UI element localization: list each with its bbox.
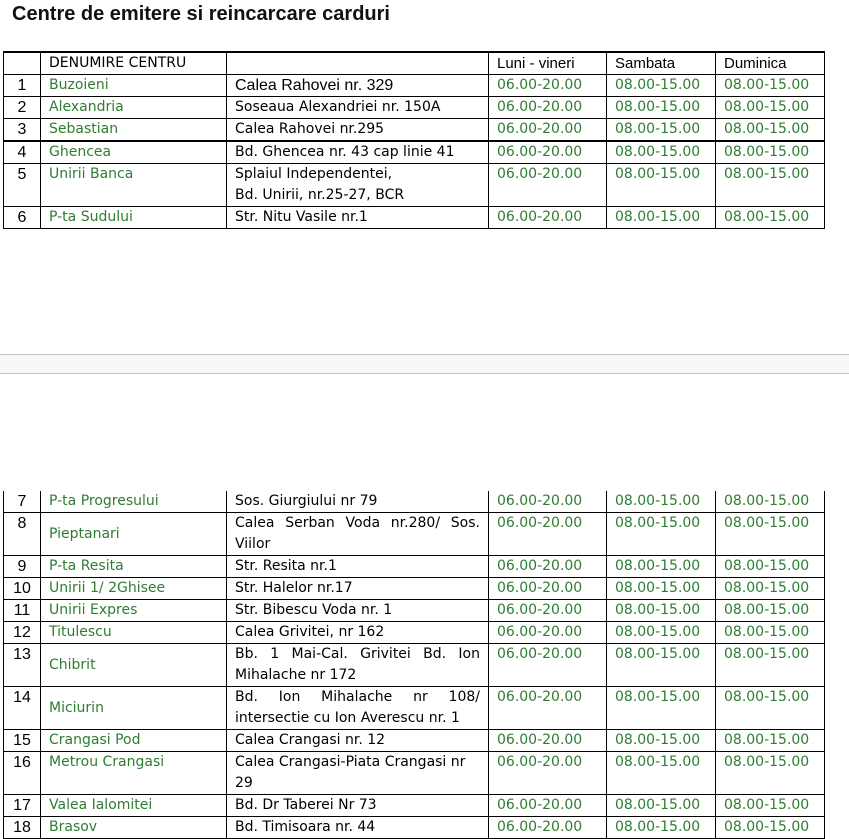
- center-address: Calea Crangasi-Piata Crangasi nr 29: [227, 752, 489, 795]
- hours-saturday: 08.00-15.00: [607, 600, 716, 622]
- center-name: Chibrit: [41, 644, 227, 687]
- center-name: Unirii Expres: [41, 600, 227, 622]
- row-num: 3: [4, 119, 41, 142]
- page-title: Centre de emitere si reincarcare carduri: [12, 3, 390, 25]
- hours-sunday: 08.00-15.00: [716, 556, 825, 578]
- header-address: [227, 52, 489, 75]
- hours-sunday: 08.00-15.00: [716, 795, 825, 817]
- center-name: Titulescu: [41, 622, 227, 644]
- row-num: 4: [4, 141, 41, 164]
- hours-saturday: 08.00-15.00: [607, 752, 716, 795]
- center-address: Str. Bibescu Voda nr. 1: [227, 600, 489, 622]
- center-name: Brasov: [41, 817, 227, 839]
- hours-weekdays: 06.00-20.00: [489, 752, 607, 795]
- center-address: Calea Serban Voda nr.280/ Sos. Viilor: [227, 513, 489, 556]
- center-name: Unirii 1/ 2Ghisee: [41, 578, 227, 600]
- hours-sunday: 08.00-15.00: [716, 687, 825, 730]
- table-row: [4, 817, 825, 839]
- hours-sunday: 08.00-15.00: [716, 817, 825, 839]
- table-row: [4, 795, 825, 817]
- hours-saturday: 08.00-15.00: [607, 556, 716, 578]
- hours-weekdays: 06.00-20.00: [489, 207, 607, 229]
- hours-weekdays: 06.00-20.00: [489, 556, 607, 578]
- hours-sunday: 08.00-15.00: [716, 644, 825, 687]
- center-name: P-ta Sudului: [41, 207, 227, 229]
- centers-table-page-1: [3, 51, 825, 229]
- row-num: 13: [4, 644, 41, 687]
- table-row: [4, 687, 825, 730]
- row-num: 15: [4, 730, 41, 752]
- center-name: Pieptanari: [41, 513, 227, 556]
- row-num: 11: [4, 600, 41, 622]
- center-name: P-ta Progresului: [41, 491, 227, 513]
- center-address: Bb. 1 Mai-Cal. Grivitei Bd. Ion Mihalache nr 172: [227, 644, 489, 687]
- center-name: Metrou Crangasi: [41, 752, 227, 795]
- header-weekdays: Luni - vineri: [489, 52, 607, 75]
- table-row: [4, 75, 825, 97]
- center-name: P-ta Resita: [41, 556, 227, 578]
- row-num: 1: [4, 75, 41, 97]
- table-row: [4, 622, 825, 644]
- row-num: 14: [4, 687, 41, 730]
- table-row: [4, 578, 825, 600]
- table-header-row: [4, 52, 825, 75]
- table-row: [4, 141, 825, 164]
- hours-saturday: 08.00-15.00: [607, 141, 716, 164]
- table-row: [4, 730, 825, 752]
- hours-sunday: 08.00-15.00: [716, 752, 825, 795]
- hours-weekdays: 06.00-20.00: [489, 119, 607, 142]
- address-line-2: Bd. Unirii, nr.25-27, BCR: [235, 187, 405, 203]
- page-separator: [0, 354, 849, 374]
- row-num: 18: [4, 817, 41, 839]
- hours-saturday: 08.00-15.00: [607, 207, 716, 229]
- header-saturday: Sambata: [607, 52, 716, 75]
- center-address: [227, 164, 489, 207]
- hours-weekdays: 06.00-20.00: [489, 164, 607, 207]
- center-name: Sebastian: [41, 119, 227, 142]
- hours-saturday: 08.00-15.00: [607, 119, 716, 142]
- center-address: Calea Crangasi nr. 12: [227, 730, 489, 752]
- hours-saturday: 08.00-15.00: [607, 730, 716, 752]
- center-name: Alexandria: [41, 97, 227, 119]
- center-name: Valea Ialomitei: [41, 795, 227, 817]
- hours-sunday: 08.00-15.00: [716, 513, 825, 556]
- center-address: Bd. Ion Mihalache nr 108/ intersectie cu Ion Averescu nr. 1: [227, 687, 489, 730]
- table-row: [4, 207, 825, 229]
- address-line-1: Splaiul Independentei,: [235, 166, 393, 182]
- center-address: Str. Nitu Vasile nr.1: [227, 207, 489, 229]
- hours-sunday: 08.00-15.00: [716, 578, 825, 600]
- hours-weekdays: 06.00-20.00: [489, 75, 607, 97]
- table-row: [4, 491, 825, 513]
- hours-saturday: 08.00-15.00: [607, 578, 716, 600]
- center-address: Bd. Timisoara nr. 44: [227, 817, 489, 839]
- header-sunday: Duminica: [716, 52, 825, 75]
- center-name: Buzoieni: [41, 75, 227, 97]
- hours-sunday: 08.00-15.00: [716, 622, 825, 644]
- row-num: 7: [4, 491, 41, 513]
- hours-sunday: 08.00-15.00: [716, 164, 825, 207]
- header-num: [4, 52, 41, 75]
- center-address: Bd. Dr Taberei Nr 73: [227, 795, 489, 817]
- center-address: Str. Resita nr.1: [227, 556, 489, 578]
- hours-saturday: 08.00-15.00: [607, 795, 716, 817]
- center-address: Calea Grivitei, nr 162: [227, 622, 489, 644]
- row-num: 10: [4, 578, 41, 600]
- table-row: [4, 119, 825, 142]
- hours-weekdays: 06.00-20.00: [489, 600, 607, 622]
- hours-saturday: 08.00-15.00: [607, 817, 716, 839]
- hours-sunday: 08.00-15.00: [716, 730, 825, 752]
- hours-weekdays: 06.00-20.00: [489, 141, 607, 164]
- row-num: 12: [4, 622, 41, 644]
- center-address: Str. Halelor nr.17: [227, 578, 489, 600]
- center-address: Sos. Giurgiului nr 79: [227, 491, 489, 513]
- row-num: 2: [4, 97, 41, 119]
- hours-saturday: 08.00-15.00: [607, 164, 716, 207]
- center-address: Soseaua Alexandriei nr. 150A: [227, 97, 489, 119]
- hours-sunday: 08.00-15.00: [716, 491, 825, 513]
- hours-saturday: 08.00-15.00: [607, 97, 716, 119]
- hours-saturday: 08.00-15.00: [607, 491, 716, 513]
- hours-saturday: 08.00-15.00: [607, 687, 716, 730]
- row-num: 17: [4, 795, 41, 817]
- center-address: Calea Rahovei nr. 329: [227, 75, 489, 97]
- center-address: Bd. Ghencea nr. 43 cap linie 41: [227, 141, 489, 164]
- hours-weekdays: 06.00-20.00: [489, 578, 607, 600]
- hours-weekdays: 06.00-20.00: [489, 795, 607, 817]
- hours-saturday: 08.00-15.00: [607, 644, 716, 687]
- hours-weekdays: 06.00-20.00: [489, 622, 607, 644]
- table-row: [4, 97, 825, 119]
- header-name: DENUMIRE CENTRU: [41, 52, 227, 75]
- table-row: [4, 600, 825, 622]
- hours-sunday: 08.00-15.00: [716, 600, 825, 622]
- center-name: Miciurin: [41, 687, 227, 730]
- center-name: Ghencea: [41, 141, 227, 164]
- hours-saturday: 08.00-15.00: [607, 622, 716, 644]
- row-num: 9: [4, 556, 41, 578]
- centers-table-page-2: [3, 491, 825, 839]
- center-name: Unirii Banca: [41, 164, 227, 207]
- table-row: [4, 752, 825, 795]
- hours-saturday: 08.00-15.00: [607, 513, 716, 556]
- center-address: Calea Rahovei nr.295: [227, 119, 489, 142]
- row-num: 16: [4, 752, 41, 795]
- hours-weekdays: 06.00-20.00: [489, 513, 607, 556]
- hours-sunday: 08.00-15.00: [716, 97, 825, 119]
- hours-weekdays: 06.00-20.00: [489, 687, 607, 730]
- hours-sunday: 08.00-15.00: [716, 119, 825, 142]
- hours-sunday: 08.00-15.00: [716, 141, 825, 164]
- hours-weekdays: 06.00-20.00: [489, 730, 607, 752]
- hours-weekdays: 06.00-20.00: [489, 817, 607, 839]
- row-num: 6: [4, 207, 41, 229]
- hours-weekdays: 06.00-20.00: [489, 491, 607, 513]
- hours-sunday: 08.00-15.00: [716, 207, 825, 229]
- hours-weekdays: 06.00-20.00: [489, 97, 607, 119]
- table-row: [4, 164, 825, 207]
- hours-saturday: 08.00-15.00: [607, 75, 716, 97]
- hours-weekdays: 06.00-20.00: [489, 644, 607, 687]
- row-num: 5: [4, 164, 41, 207]
- hours-sunday: 08.00-15.00: [716, 75, 825, 97]
- table-row: [4, 556, 825, 578]
- row-num: 8: [4, 513, 41, 556]
- table-row: [4, 644, 825, 687]
- table-row: [4, 513, 825, 556]
- center-name: Crangasi Pod: [41, 730, 227, 752]
